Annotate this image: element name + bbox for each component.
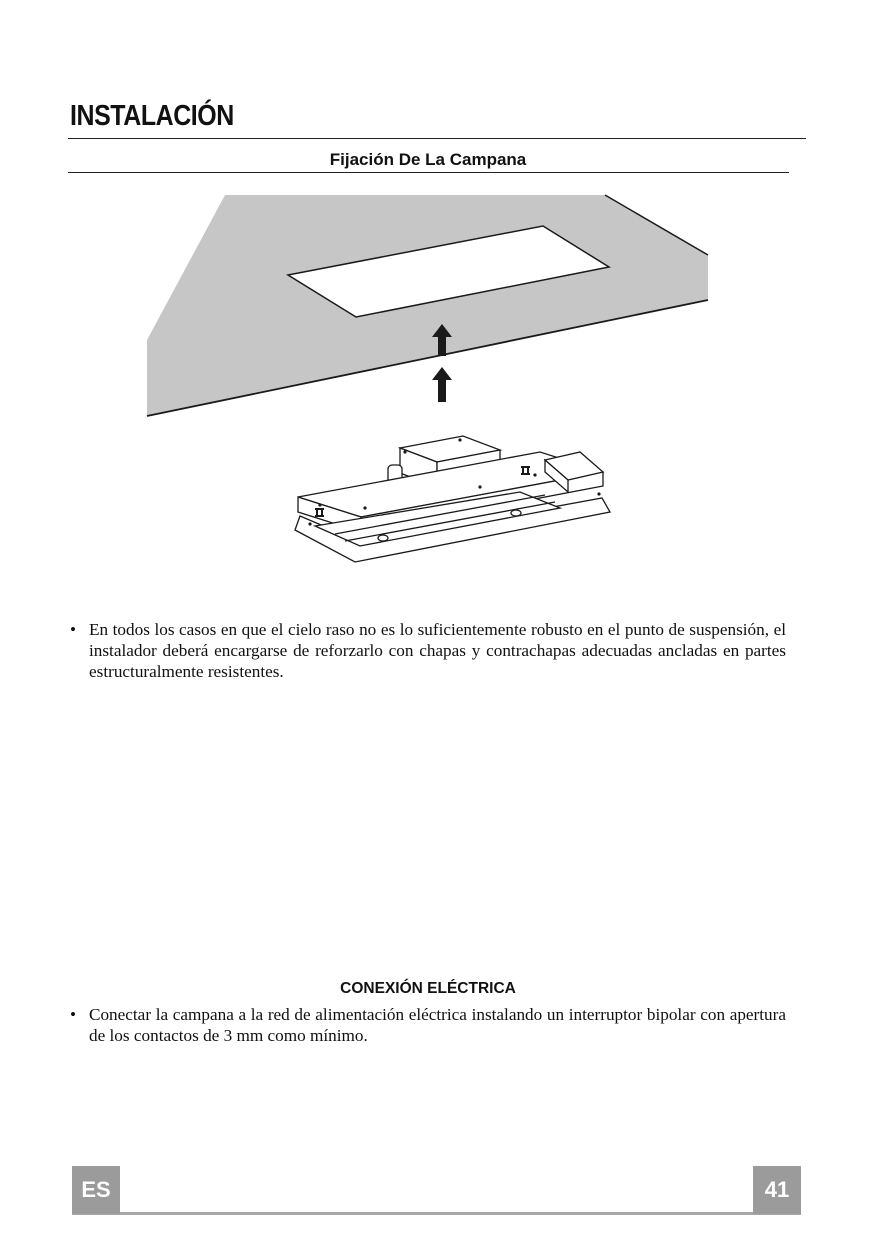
installation-figure [140, 190, 720, 580]
section-title: INSTALACIÓN [70, 100, 234, 132]
footer-divider [72, 1212, 801, 1215]
lift-arrow-lower [432, 367, 452, 402]
bullet-text-electrical: Conectar la campana a la red de alimentación eléctrica instalando un interruptor bipolar con apertura de los contactos de 3 mm como mínimo. [89, 1005, 786, 1045]
subtitle-divider [68, 172, 789, 173]
page-number: 41 [753, 1166, 801, 1214]
bullet-marker: • [70, 1005, 77, 1024]
ceiling-hood-installation-illustration [140, 190, 720, 580]
ceiling-surface [147, 195, 708, 416]
bullet-marker: • [70, 620, 77, 639]
language-tag: ES [72, 1166, 120, 1214]
bullet-text-reinforcement: En todos los casos en que el cielo raso no es lo suficientemente robusto en el punto de suspensión, el instalador deberá encargarse de reforzarlo con chapas y contrachapas adecuadas ancladas en partes estructuralmente resistentes. [89, 620, 786, 681]
title-divider [68, 138, 806, 139]
subsection-title: Fijación De La Campana [329, 150, 527, 169]
list-item [70, 619, 786, 682]
hood-unit [295, 436, 610, 562]
list-item [70, 1004, 786, 1046]
electrical-connection-heading: CONEXIÓN ELÉCTRICA [340, 980, 516, 997]
